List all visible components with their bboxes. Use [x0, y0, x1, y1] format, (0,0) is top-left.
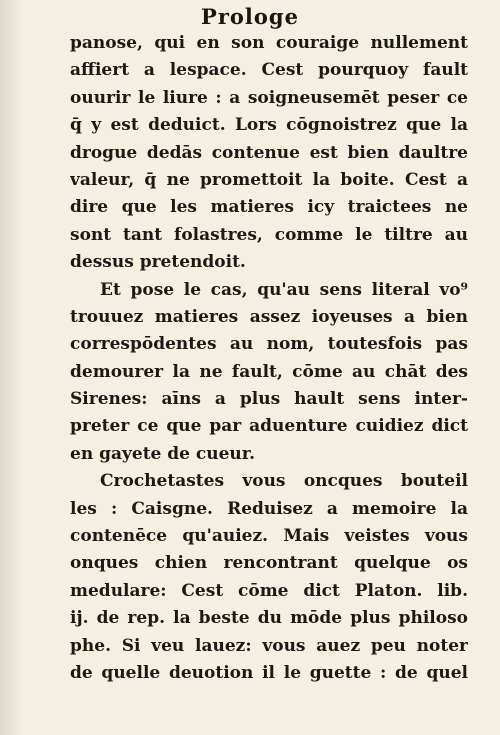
text-line: ouurir le liure : a soigneusemēt peser ce: [70, 87, 468, 108]
text-line: panose, qui en son couraige nullement: [70, 33, 468, 53]
text-line: phe. Si veu lauez: vous auez peu noter: [70, 635, 468, 656]
binding-shadow: [0, 0, 22, 735]
text-line: en gayete de cueur.: [70, 443, 256, 464]
text-line: dessus pretendoit.: [70, 252, 246, 273]
text-line: ij. de rep. la beste du mōde plus philoso: [70, 608, 468, 629]
text-line: q̄ y est deduict. Lors cōgnoistrez que la: [70, 115, 468, 136]
text-line: de quelle deuotion il le guette : de quel: [70, 662, 468, 683]
text-line: medulare: Cest cōme dict Platon. lib.: [70, 580, 468, 601]
text-line: sont tant folastres, comme le tiltre au: [70, 224, 468, 245]
paragraph-start-line: Et pose le cas, qu'au sens literal vo⁹: [100, 279, 468, 300]
paragraph-start-line: Crochetastes vous oncques bouteil: [100, 471, 468, 492]
text-line: trouuez matieres assez ioyeuses a bien: [70, 306, 468, 327]
text-line: dire que les matieres icy traictees ne: [70, 197, 468, 218]
text-line: contenēce qu'auiez. Mais veistes vous: [70, 526, 468, 547]
running-header: Prologe: [201, 4, 299, 29]
text-line: Sirenes: aīns a plus hault sens inter-: [70, 389, 468, 410]
text-line: demourer la ne fault, cōme au chāt des: [70, 361, 468, 382]
text-line: valeur, q̄ ne promettoit la boite. Cest a: [70, 169, 468, 190]
text-line: preter ce que par aduenture cuidiez dict: [70, 416, 468, 437]
text-line: les : Caisgne. Reduisez a memoire la: [70, 498, 468, 519]
body-text: [70, 30, 468, 687]
text-line: onques chien rencontrant quelque os: [70, 553, 468, 574]
text-line: correspōdentes au nom, toutesfois pas: [70, 334, 468, 355]
text-line: affiert a lespace. Cest pourquoy fault: [70, 60, 468, 81]
text-line: drogue dedās contenue est bien daultre: [70, 142, 468, 163]
